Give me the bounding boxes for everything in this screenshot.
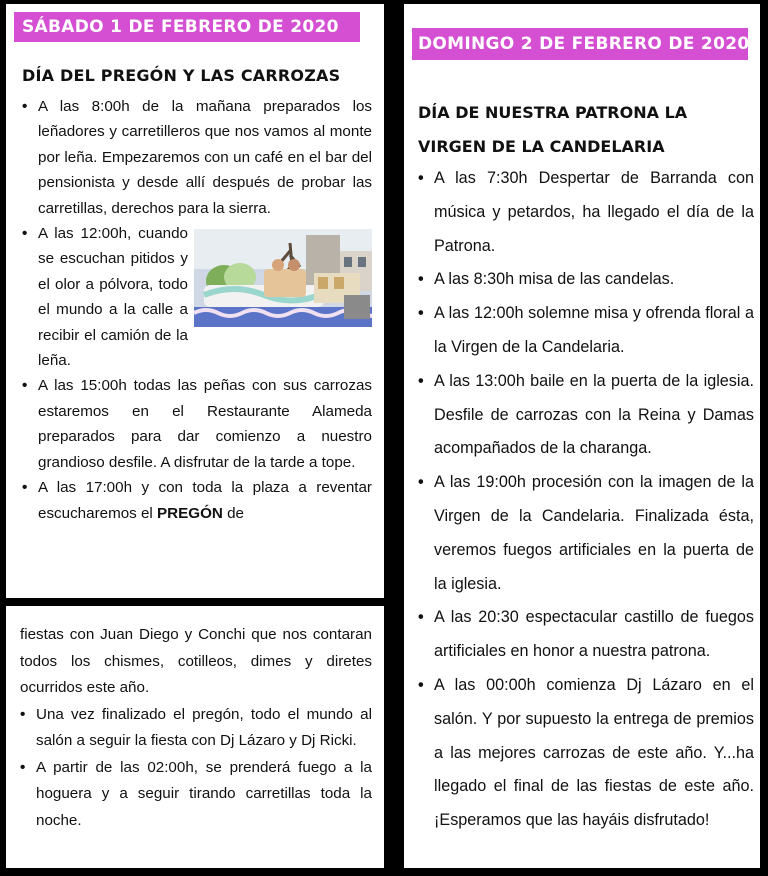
item-text: A las 17:00h y con toda la plaza a reventar escucharemos el <box>38 479 372 522</box>
list-item <box>418 263 754 297</box>
sunday-panel <box>404 4 760 868</box>
item-text: fiestas con Juan Diego y Conchi que nos contaran todos los chismes, cotilleos, dimes y diretes ocurridos este año. <box>20 626 372 696</box>
list-item <box>22 94 372 221</box>
item-text: A las 12:00h solemne misa y ofrenda floral a la Virgen de la Candelaria. <box>434 304 754 356</box>
sunday-heading: DÍA DE NUESTRA PATRONA LA VIRGEN DE LA CANDELARIA <box>418 103 688 156</box>
item-text: Una vez finalizado el pregón, todo el mundo al salón a seguir la fiesta con Dj Lázaro y Dj Ricki. <box>36 705 372 749</box>
list-item <box>20 702 372 755</box>
list-item <box>418 162 754 263</box>
list-item <box>22 475 372 526</box>
float-parade-image <box>194 229 372 327</box>
item-text: A las 8:30h misa de las candelas. <box>434 270 675 289</box>
item-text: A las 00:00h comienza Dj Lázaro en el salón. Y por supuesto la entrega de premios a las mejores carrozas de este año. Y...ha llegado el final de las fiestas de este año. ¡Esperamos que las hayáis disfrutado! <box>434 675 754 830</box>
list-item <box>22 373 372 475</box>
continuation-text <box>20 622 372 702</box>
item-text: A las 7:30h Despertar de Barranda con música y petardos, ha llegado el día de la Patrona. <box>434 169 754 255</box>
list-item <box>418 466 754 601</box>
item-text: A las 15:00h todas las peñas con sus carrozas estaremos en el Restaurante Alameda preparados para dar comienzo a nuestro grandioso desfile. A disfrutar de la tarde a tope. <box>38 377 372 471</box>
sunday-date-banner: DOMINGO 2 DE FEBRERO DE 2020 <box>412 28 748 60</box>
saturday-heading: DÍA DEL PREGÓN Y LAS CARROZAS <box>22 66 341 85</box>
list-item <box>418 365 754 466</box>
saturday-continuation-panel <box>6 606 384 868</box>
sunday-schedule-list <box>418 162 754 838</box>
item-text: A partir de las 02:00h, se prenderá fuego a la hoguera y a seguir tirando carretillas toda la noche. <box>36 758 372 829</box>
item-text: A las 8:00h de la mañana preparados los leñadores y carretilleros que nos vamos al monte por leña. Empezaremos con un café en el bar del pensionista y desde allí después de probar las carretillas, derechos para la sierra. <box>38 98 372 217</box>
carroza-photo <box>194 229 372 327</box>
list-item <box>418 669 754 838</box>
saturday-date-banner: SÁBADO 1 DE FEBRERO DE 2020 <box>14 12 360 42</box>
item-text: A las 19:00h procesión con la imagen de la Virgen de la Candelaria. Finalizada ésta, veremos fuegos artificiales en la puerta de la iglesia. <box>434 473 754 593</box>
saturday-continuation-list <box>20 622 372 834</box>
saturday-schedule-list <box>22 94 372 526</box>
list-item <box>418 601 754 669</box>
list-item <box>20 755 372 835</box>
item-text: A las 12:00h, cuando se escuchan pitidos y el olor a pólvora, todo el mundo a la calle a recibir el camión de la leña. <box>38 225 188 370</box>
saturday-panel <box>6 4 384 598</box>
item-text-tail: de <box>227 504 245 522</box>
list-item <box>22 221 372 373</box>
item-text: A las 20:30 espectacular castillo de fuegos artificiales en honor a nuestra patrona. <box>434 608 754 661</box>
list-item <box>418 297 754 365</box>
pregon-emphasis: PREGÓN <box>157 504 223 522</box>
item-text: A las 13:00h baile en la puerta de la iglesia. Desfile de carrozas con la Reina y Damas acompañados de la charanga. <box>434 371 754 458</box>
